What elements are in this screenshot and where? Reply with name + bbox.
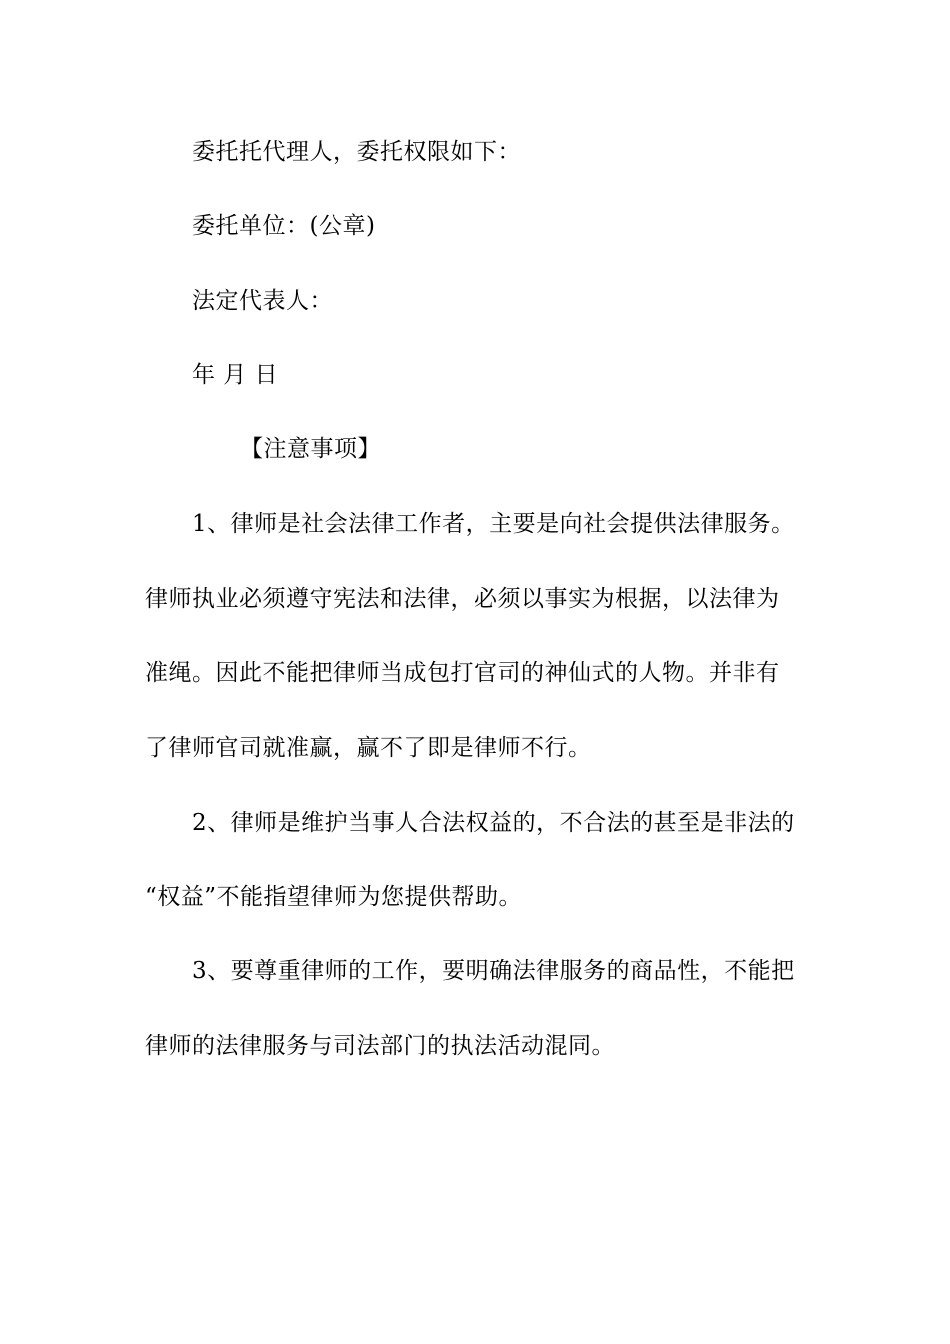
note-2-line-2: “权益”不能指望律师为您提供帮助。 [145, 884, 523, 910]
note-1-line-3: 准绳。因此不能把律师当成包打官司的神仙式的人物。并非有 [145, 660, 780, 686]
note-3-line-1: 3、要尊重律师的工作，要明确法律服务的商品性，不能把 [192, 958, 795, 984]
entrusting-unit-line: 委托单位：(公章) [192, 213, 376, 239]
note-3-line-2: 律师的法律服务与司法部门的执法活动混同。 [145, 1033, 615, 1059]
note-2-line-1: 2、律师是维护当事人合法权益的，不合法的甚至是非法的 [192, 810, 795, 836]
legal-representative-line: 法定代表人： [192, 288, 333, 314]
date-line: 年 月 日 [192, 362, 279, 388]
note-1-line-2: 律师执业必须遵守宪法和法律，必须以事实为根据，以法律为 [145, 586, 780, 612]
delegation-intro-line: 委托托代理人，委托权限如下： [192, 139, 521, 165]
note-1-line-1: 1、律师是社会法律工作者，主要是向社会提供法律服务。 [192, 511, 795, 537]
note-1-line-4: 了律师官司就准赢，赢不了即是律师不行。 [145, 735, 592, 761]
notes-heading: 【注意事项】 [240, 436, 381, 462]
